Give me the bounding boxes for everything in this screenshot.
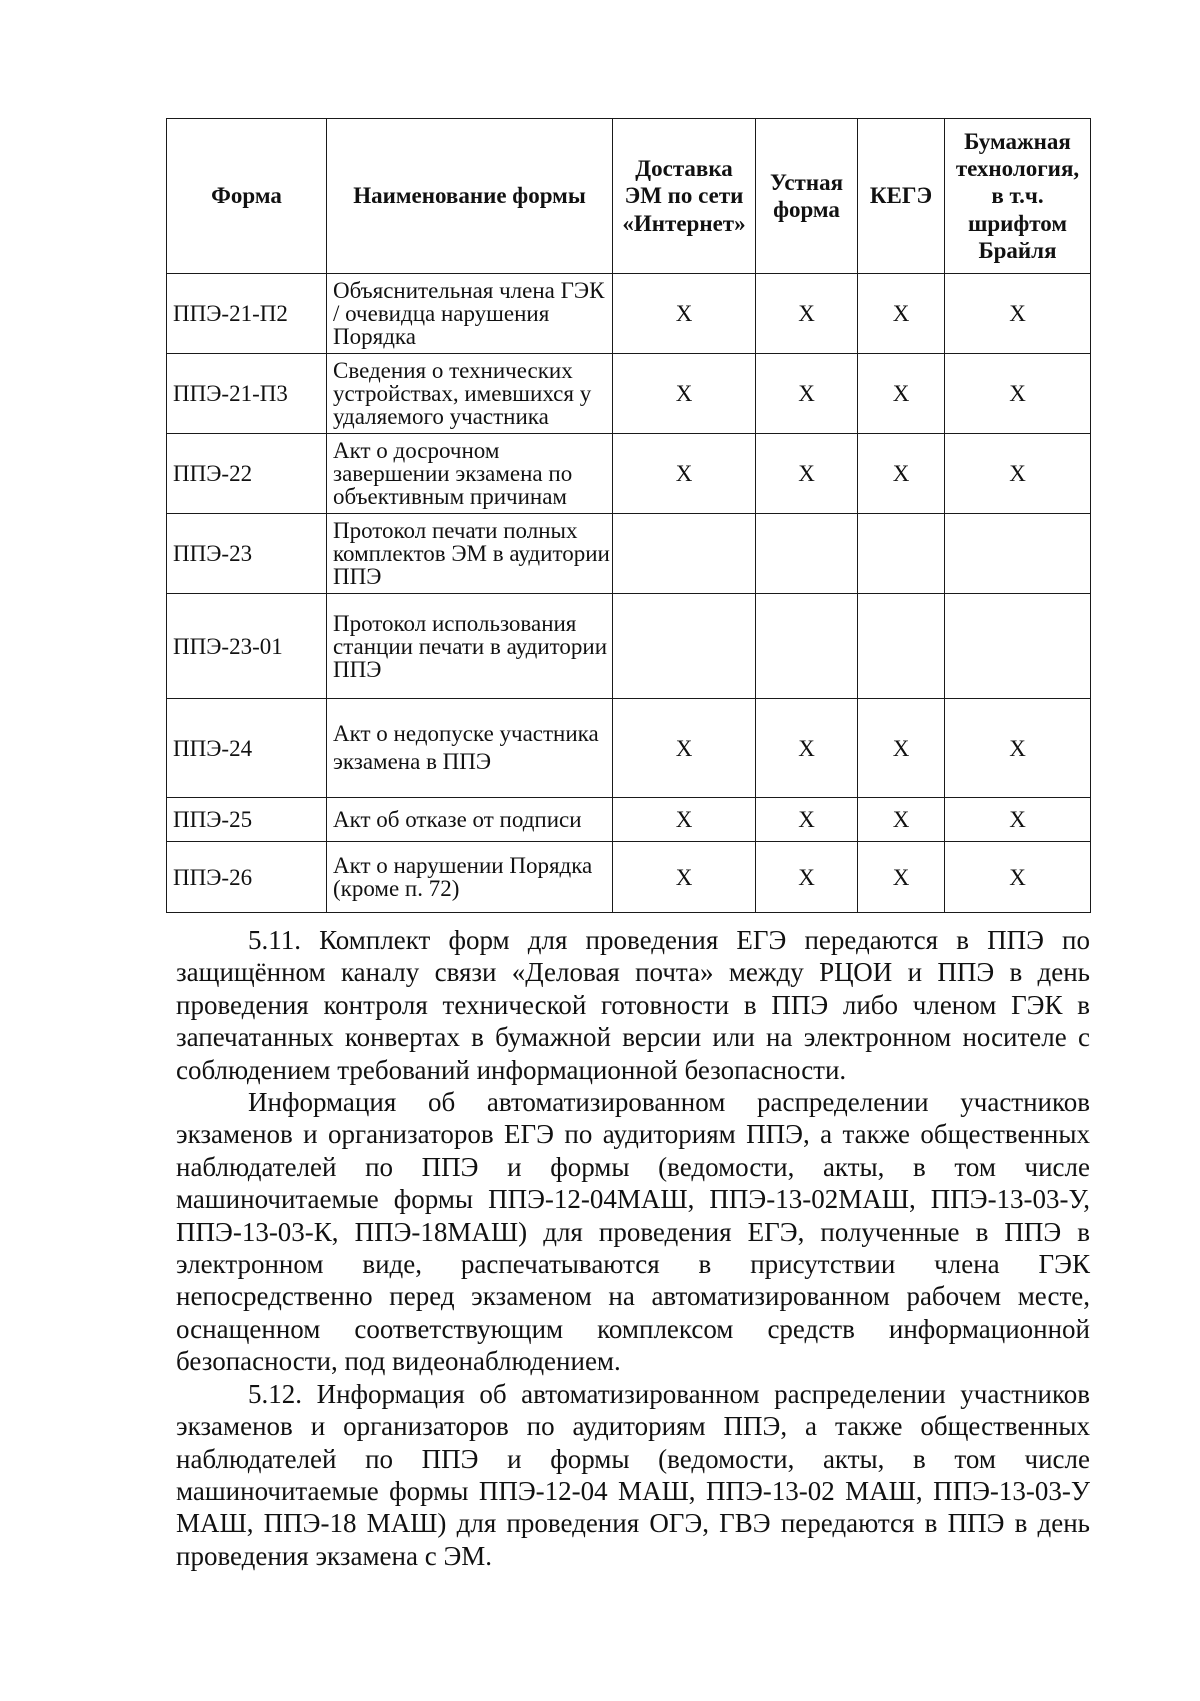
header-form-name: Наименование формы (327, 119, 613, 274)
table-row (167, 798, 1091, 842)
mark-internet: Х (613, 434, 756, 514)
table-row (167, 699, 1091, 798)
mark-internet (613, 514, 756, 594)
header-kege: КЕГЭ (858, 119, 945, 274)
form-code: ППЭ-26 (167, 842, 327, 913)
header-paper-braille: Бумажная технология, в т.ч. шрифтом Брайля (945, 119, 1091, 274)
mark-paper: Х (945, 798, 1091, 842)
mark-paper: Х (945, 354, 1091, 434)
table-row (167, 842, 1091, 913)
table-row (167, 594, 1091, 699)
form-code: ППЭ-24 (167, 699, 327, 798)
mark-oral: Х (756, 354, 858, 434)
mark-oral (756, 514, 858, 594)
mark-kege (858, 514, 945, 594)
mark-paper: Х (945, 434, 1091, 514)
mark-kege: Х (858, 434, 945, 514)
table-row (167, 354, 1091, 434)
mark-internet (613, 594, 756, 699)
mark-internet: Х (613, 274, 756, 354)
mark-oral (756, 594, 858, 699)
mark-kege (858, 594, 945, 699)
mark-paper: Х (945, 274, 1091, 354)
mark-internet: Х (613, 699, 756, 798)
paragraph-5-11: 5.11. Комплект форм для проведения ЕГЭ передаются в ППЭ по защищённом каналу связи «Деловая почта» между РЦОИ и ППЭ в день проведения контроля технической готовности в ППЭ либо членом ГЭК в запечатанных конвертах в бумажной версии или на электронном носителе с соблюдением требований информационной безопасности. (176, 925, 1090, 1085)
form-name: Протокол использования станции печати в аудитории ППЭ (327, 594, 613, 699)
mark-paper (945, 514, 1091, 594)
mark-internet: Х (613, 354, 756, 434)
form-code: ППЭ-21-П3 (167, 354, 327, 434)
form-code: ППЭ-21-П2 (167, 274, 327, 354)
table-row (167, 434, 1091, 514)
forms-table (166, 118, 1091, 913)
header-form: Форма (167, 119, 327, 274)
mark-kege: Х (858, 798, 945, 842)
mark-kege: Х (858, 274, 945, 354)
body-text (176, 924, 1090, 1572)
header-internet-delivery: Доставка ЭМ по сети «Интернет» (613, 119, 756, 274)
mark-oral: Х (756, 434, 858, 514)
mark-paper: Х (945, 842, 1091, 913)
form-name: Протокол печати полных комплектов ЭМ в аудитории ППЭ (327, 514, 613, 594)
form-name: Объяснительная члена ГЭК / очевидца нарушения Порядка (327, 274, 613, 354)
form-code: ППЭ-23 (167, 514, 327, 594)
form-name: Сведения о технических устройствах, имевшихся у удаляемого участника (327, 354, 613, 434)
table-row (167, 274, 1091, 354)
form-name: Акт о нарушении Порядка (кроме п. 72) (327, 842, 613, 913)
header-oral-form: Устная форма (756, 119, 858, 274)
mark-kege: Х (858, 842, 945, 913)
mark-paper (945, 594, 1091, 699)
mark-oral: Х (756, 274, 858, 354)
mark-kege: Х (858, 699, 945, 798)
form-code: ППЭ-22 (167, 434, 327, 514)
mark-oral: Х (756, 798, 858, 842)
form-code: ППЭ-25 (167, 798, 327, 842)
form-code: ППЭ-23-01 (167, 594, 327, 699)
form-name: Акт об отказе от подписи (327, 798, 613, 842)
mark-paper: Х (945, 699, 1091, 798)
mark-internet: Х (613, 842, 756, 913)
mark-internet: Х (613, 798, 756, 842)
mark-oral: Х (756, 842, 858, 913)
mark-kege: Х (858, 354, 945, 434)
paragraph-5-12: 5.12. Информация об автоматизированном распределении участников экзаменов и организаторов по аудиториям ППЭ, а также общественных наблюдателей по ППЭ и формы (ведомости, акты, в том числе машиночитаемые формы ППЭ-12-04 МАШ, ППЭ-13-02 МАШ, ППЭ-13-03-У МАШ, ППЭ-18 МАШ) для проведения ОГЭ, ГВЭ передаются в ППЭ в день проведения экзамена с ЭМ. (176, 1378, 1090, 1571)
mark-oral: Х (756, 699, 858, 798)
table-header-row (167, 119, 1091, 274)
form-name: Акт о досрочном завершении экзамена по объективным причинам (327, 434, 613, 514)
form-name: Акт о недопуске участника экзамена в ППЭ (327, 699, 613, 798)
table-row (167, 514, 1091, 594)
paragraph-information-ege: Информация об автоматизированном распределении участников экзаменов и организаторов ЕГЭ по аудиториям ППЭ, а также общественных наблюдателей по ППЭ и формы (ведомости, акты, в том числе машиночитаемые формы ППЭ-12-04МАШ, ППЭ-13-02МАШ, ППЭ-13-03-У, ППЭ-13-03-К, ППЭ-18МАШ) для проведения ЕГЭ, полученные в ППЭ в электронном виде, распечатываются в присутствии члена ГЭК непосредственно перед экзаменом на автоматизированном рабочем месте, оснащенном соответствующим комплексом средств информационной безопасности, под видеонаблюдением. (176, 1087, 1090, 1377)
